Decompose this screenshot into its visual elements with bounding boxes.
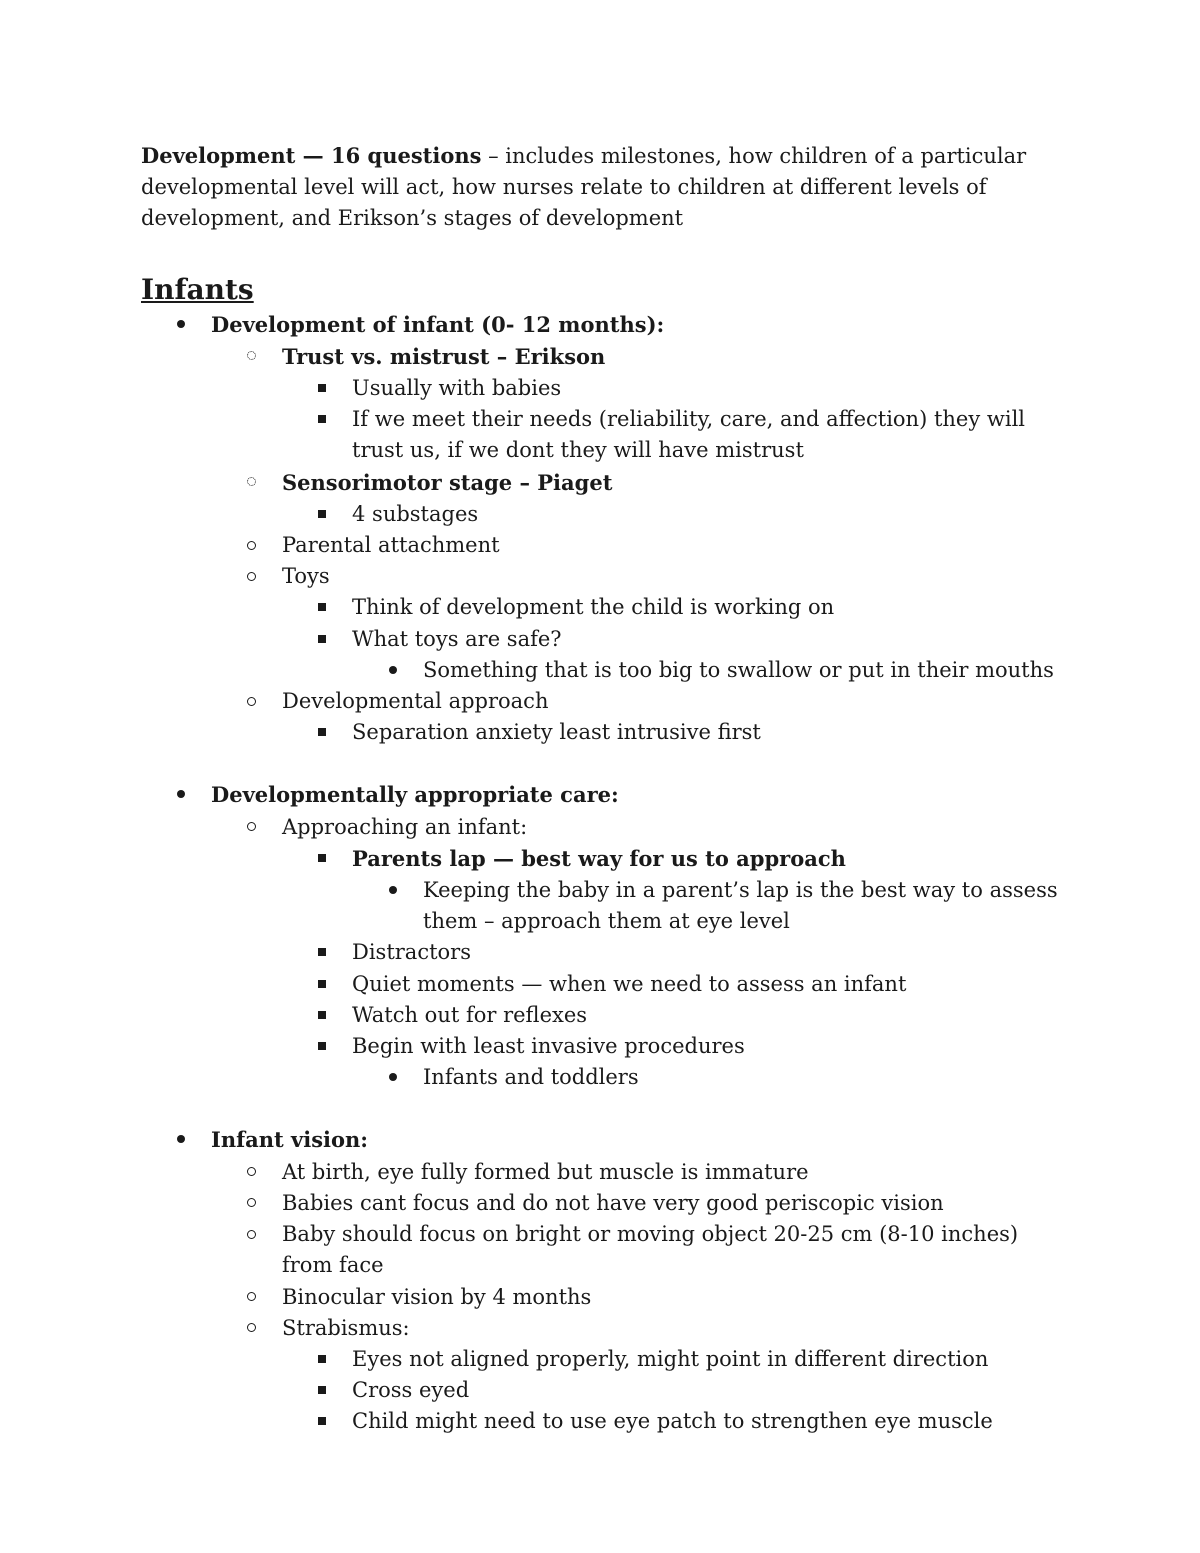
bullet-icon [389, 1062, 397, 1093]
circle-bullet-icon [247, 561, 256, 592]
square-bullet-icon [318, 843, 326, 874]
list-item: Distractors [141, 937, 1071, 968]
list-item: 4 substages [141, 499, 1071, 530]
square-bullet-icon [318, 969, 326, 1000]
square-bullet-icon [318, 499, 326, 530]
list-item: Begin with least invasive procedures [141, 1031, 1071, 1062]
list-item: Usually with babies [141, 373, 1071, 404]
spacer [141, 1093, 1071, 1124]
document-page [141, 140, 1071, 1438]
bullet-icon [177, 779, 185, 810]
list-item: At birth, eye fully formed but muscle is immature [141, 1157, 1071, 1188]
care-notes-list [141, 779, 1071, 1093]
square-bullet-icon [318, 937, 326, 968]
list-item: Think of development the child is working on [141, 592, 1071, 623]
circle-bullet-icon [247, 1282, 256, 1313]
square-bullet-icon [318, 404, 326, 435]
list-item: Infant vision: [141, 1124, 1071, 1156]
circle-bullet-icon [247, 530, 256, 561]
circle-bullet-icon [247, 341, 256, 372]
list-item: Watch out for reflexes [141, 1000, 1071, 1031]
spacer [141, 748, 1071, 779]
list-item: Separation anxiety least intrusive first [141, 717, 1071, 748]
list-item: Developmentally appropriate care: [141, 779, 1071, 811]
circle-bullet-icon [247, 467, 256, 498]
circle-bullet-icon [247, 1219, 256, 1250]
list-item: Developmental approach [141, 686, 1071, 717]
list-item: Toys [141, 561, 1071, 592]
vision-notes-list [141, 1124, 1071, 1437]
circle-bullet-icon [247, 686, 256, 717]
square-bullet-icon [318, 592, 326, 623]
square-bullet-icon [318, 1031, 326, 1062]
infant-notes-list [141, 309, 1071, 749]
list-item: If we meet their needs (reliability, care, and affection) they will trust us, if we dont they will have mistrust [141, 404, 1071, 466]
square-bullet-icon [318, 373, 326, 404]
circle-bullet-icon [247, 812, 256, 843]
list-item: Trust vs. mistrust – Erikson [141, 341, 1071, 373]
square-bullet-icon [318, 1375, 326, 1406]
square-bullet-icon [318, 1344, 326, 1375]
bullet-icon [389, 875, 397, 906]
list-item: Eyes not aligned properly, might point in different direction [141, 1344, 1071, 1375]
list-item: Child might need to use eye patch to strengthen eye muscle [141, 1406, 1071, 1437]
list-item: Babies cant focus and do not have very good periscopic vision [141, 1188, 1071, 1219]
list-item: Approaching an infant: [141, 812, 1071, 843]
list-item: Baby should focus on bright or moving object 20-25 cm (8-10 inches) from face [141, 1219, 1071, 1281]
bullet-icon [177, 1124, 185, 1155]
list-item: Cross eyed [141, 1375, 1071, 1406]
square-bullet-icon [318, 1000, 326, 1031]
list-item: Infants and toddlers [141, 1062, 1071, 1093]
list-item: Development of infant (0- 12 months): [141, 309, 1071, 341]
bullet-icon [389, 655, 397, 686]
list-item: Parents lap — best way for us to approach [141, 843, 1071, 875]
list-item: Something that is too big to swallow or put in their mouths [141, 655, 1071, 686]
list-item: What toys are safe? [141, 624, 1071, 655]
circle-bullet-icon [247, 1157, 256, 1188]
section-heading-infants: Infants [141, 272, 254, 306]
list-item: Keeping the baby in a parent’s lap is the best way to assess them – approach them at eye level [141, 875, 1071, 937]
square-bullet-icon [318, 624, 326, 655]
list-item: Quiet moments — when we need to assess an infant [141, 969, 1071, 1000]
intro-bold: Development — 16 questions [141, 143, 482, 168]
circle-bullet-icon [247, 1313, 256, 1344]
intro-paragraph [141, 140, 1071, 235]
list-item: Sensorimotor stage – Piaget [141, 467, 1071, 499]
circle-bullet-icon [247, 1188, 256, 1219]
square-bullet-icon [318, 717, 326, 748]
bullet-icon [177, 309, 185, 340]
square-bullet-icon [318, 1406, 326, 1437]
list-item: Parental attachment [141, 530, 1071, 561]
list-item: Strabismus: [141, 1313, 1071, 1344]
intro-text: – includes milestones, how children of a particular developmental level will act, how nurses relate to children at different levels of development, and Erikson’s stages of development [141, 144, 1027, 231]
list-item: Binocular vision by 4 months [141, 1282, 1071, 1313]
